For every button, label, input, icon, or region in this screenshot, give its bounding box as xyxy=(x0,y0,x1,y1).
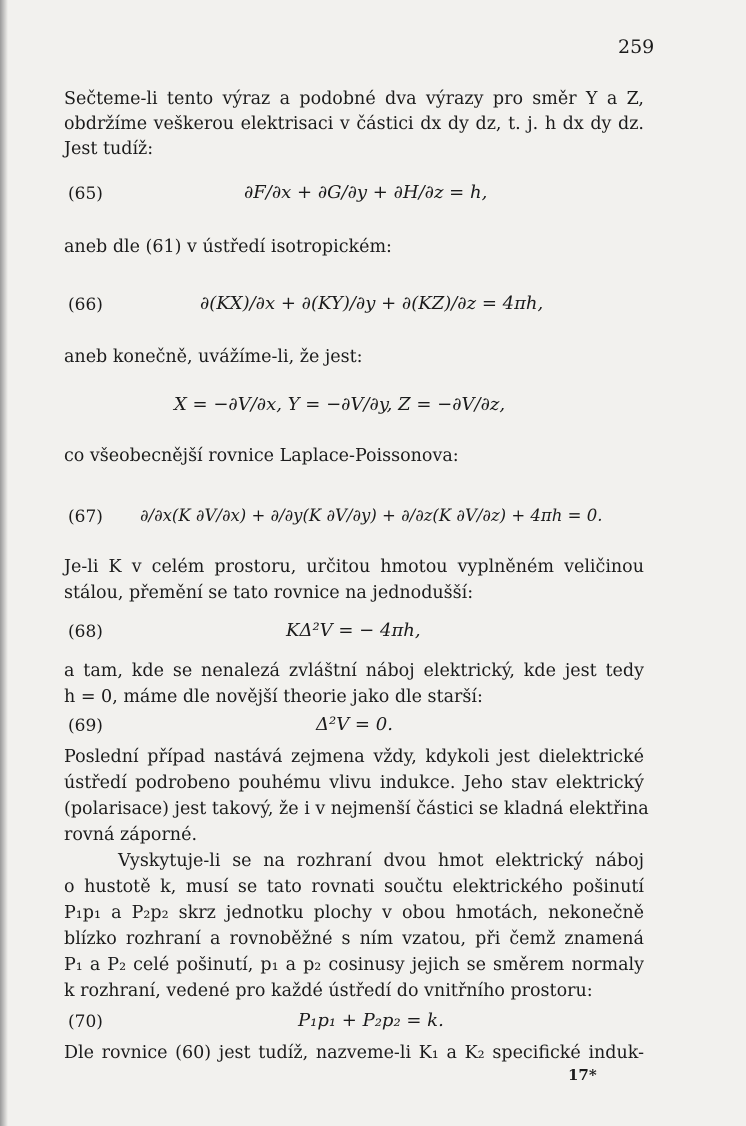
equation-label: (67) xyxy=(68,507,103,527)
text-line: blízko rozhraní a rovnoběžné s ním vzatou, při čemž znamená xyxy=(64,929,644,949)
text-line: Dle rovnice (60) jest tudíž, nazveme-li K₁ a K₂ specifické induk- xyxy=(64,1043,644,1063)
text-line: o hustotě k, musí se tato rovnati součtu elektrického pošinutí xyxy=(64,877,644,897)
text-line: co všeobecnější rovnice Laplace-Poissonova: xyxy=(64,446,459,466)
text-line: Vyskytuje-li se na rozhraní dvou hmot elektrický náboj xyxy=(118,851,644,871)
equation-label: (69) xyxy=(68,716,103,736)
equation-68: KΔ²V = − 4πh, xyxy=(286,620,421,641)
equation-65: ∂F/∂x + ∂G/∂y + ∂H/∂z = h, xyxy=(244,182,488,203)
text-line: rovná záporné. xyxy=(64,825,198,845)
text-line: P₁ a P₂ celé pošinutí, p₁ a p₂ cosinusy jejich se směrem normaly xyxy=(64,955,644,975)
equation-label: (65) xyxy=(68,184,103,204)
equation-67: ∂/∂x(K ∂V/∂x) + ∂/∂y(K ∂V/∂y) + ∂/∂z(K ∂V/∂z) + 4πh = 0. xyxy=(140,506,603,525)
equation-label: (70) xyxy=(68,1012,103,1032)
text-line: Je-li K v celém prostoru, určitou hmotou vyplněném veličinou xyxy=(64,557,644,577)
equation-label: (68) xyxy=(68,622,103,642)
text-line: obdržíme veškerou elektrisaci v částici dx dy dz, t. j. h dx dy dz. xyxy=(64,114,644,134)
text-line: P₁p₁ a P₂p₂ skrz jednotku plochy v obou hmotách, nekonečně xyxy=(64,903,644,923)
text-line: a tam, kde se nenalezá zvláštní náboj elektrický, kde jest tedy xyxy=(64,661,644,681)
text-line: Sečteme-li tento výraz a podobné dva výrazy pro směr Y a Z, xyxy=(64,89,644,109)
text-line: ústředí podrobeno pouhému vlivu indukce. Jeho stav elektrický xyxy=(64,773,644,793)
equation-69: Δ²V = 0. xyxy=(316,714,393,735)
text-line: Jest tudíž: xyxy=(64,139,154,159)
text-line: (polarisace) jest takový, že i v nejmenší částici se kladná elektřina xyxy=(64,799,649,819)
text-line: Poslední případ nastává zejmena vždy, kdykoli jest dielektrické xyxy=(64,747,644,767)
equation-70: P₁p₁ + P₂p₂ = k. xyxy=(298,1010,444,1031)
page-number: 259 xyxy=(618,36,655,58)
equation-field-components: X = −∂V/∂x, Y = −∂V/∂y, Z = −∂V/∂z, xyxy=(174,394,506,415)
text-line: stálou, přemění se tato rovnice na jednodušší: xyxy=(64,583,474,603)
page-edge-shadow xyxy=(0,0,8,1126)
signature-mark: 17* xyxy=(568,1066,597,1084)
text-line: h = 0, máme dle novější theorie jako dle starší: xyxy=(64,687,483,707)
equation-label: (66) xyxy=(68,295,103,315)
text-line: aneb dle (61) v ústředí isotropickém: xyxy=(64,237,392,257)
text-line: aneb konečně, uvážíme-li, že jest: xyxy=(64,347,363,367)
text-line: k rozhraní, vedené pro každé ústředí do vnitřního prostoru: xyxy=(64,981,593,1001)
equation-66: ∂(KX)/∂x + ∂(KY)/∂y + ∂(KZ)/∂z = 4πh, xyxy=(200,293,544,314)
